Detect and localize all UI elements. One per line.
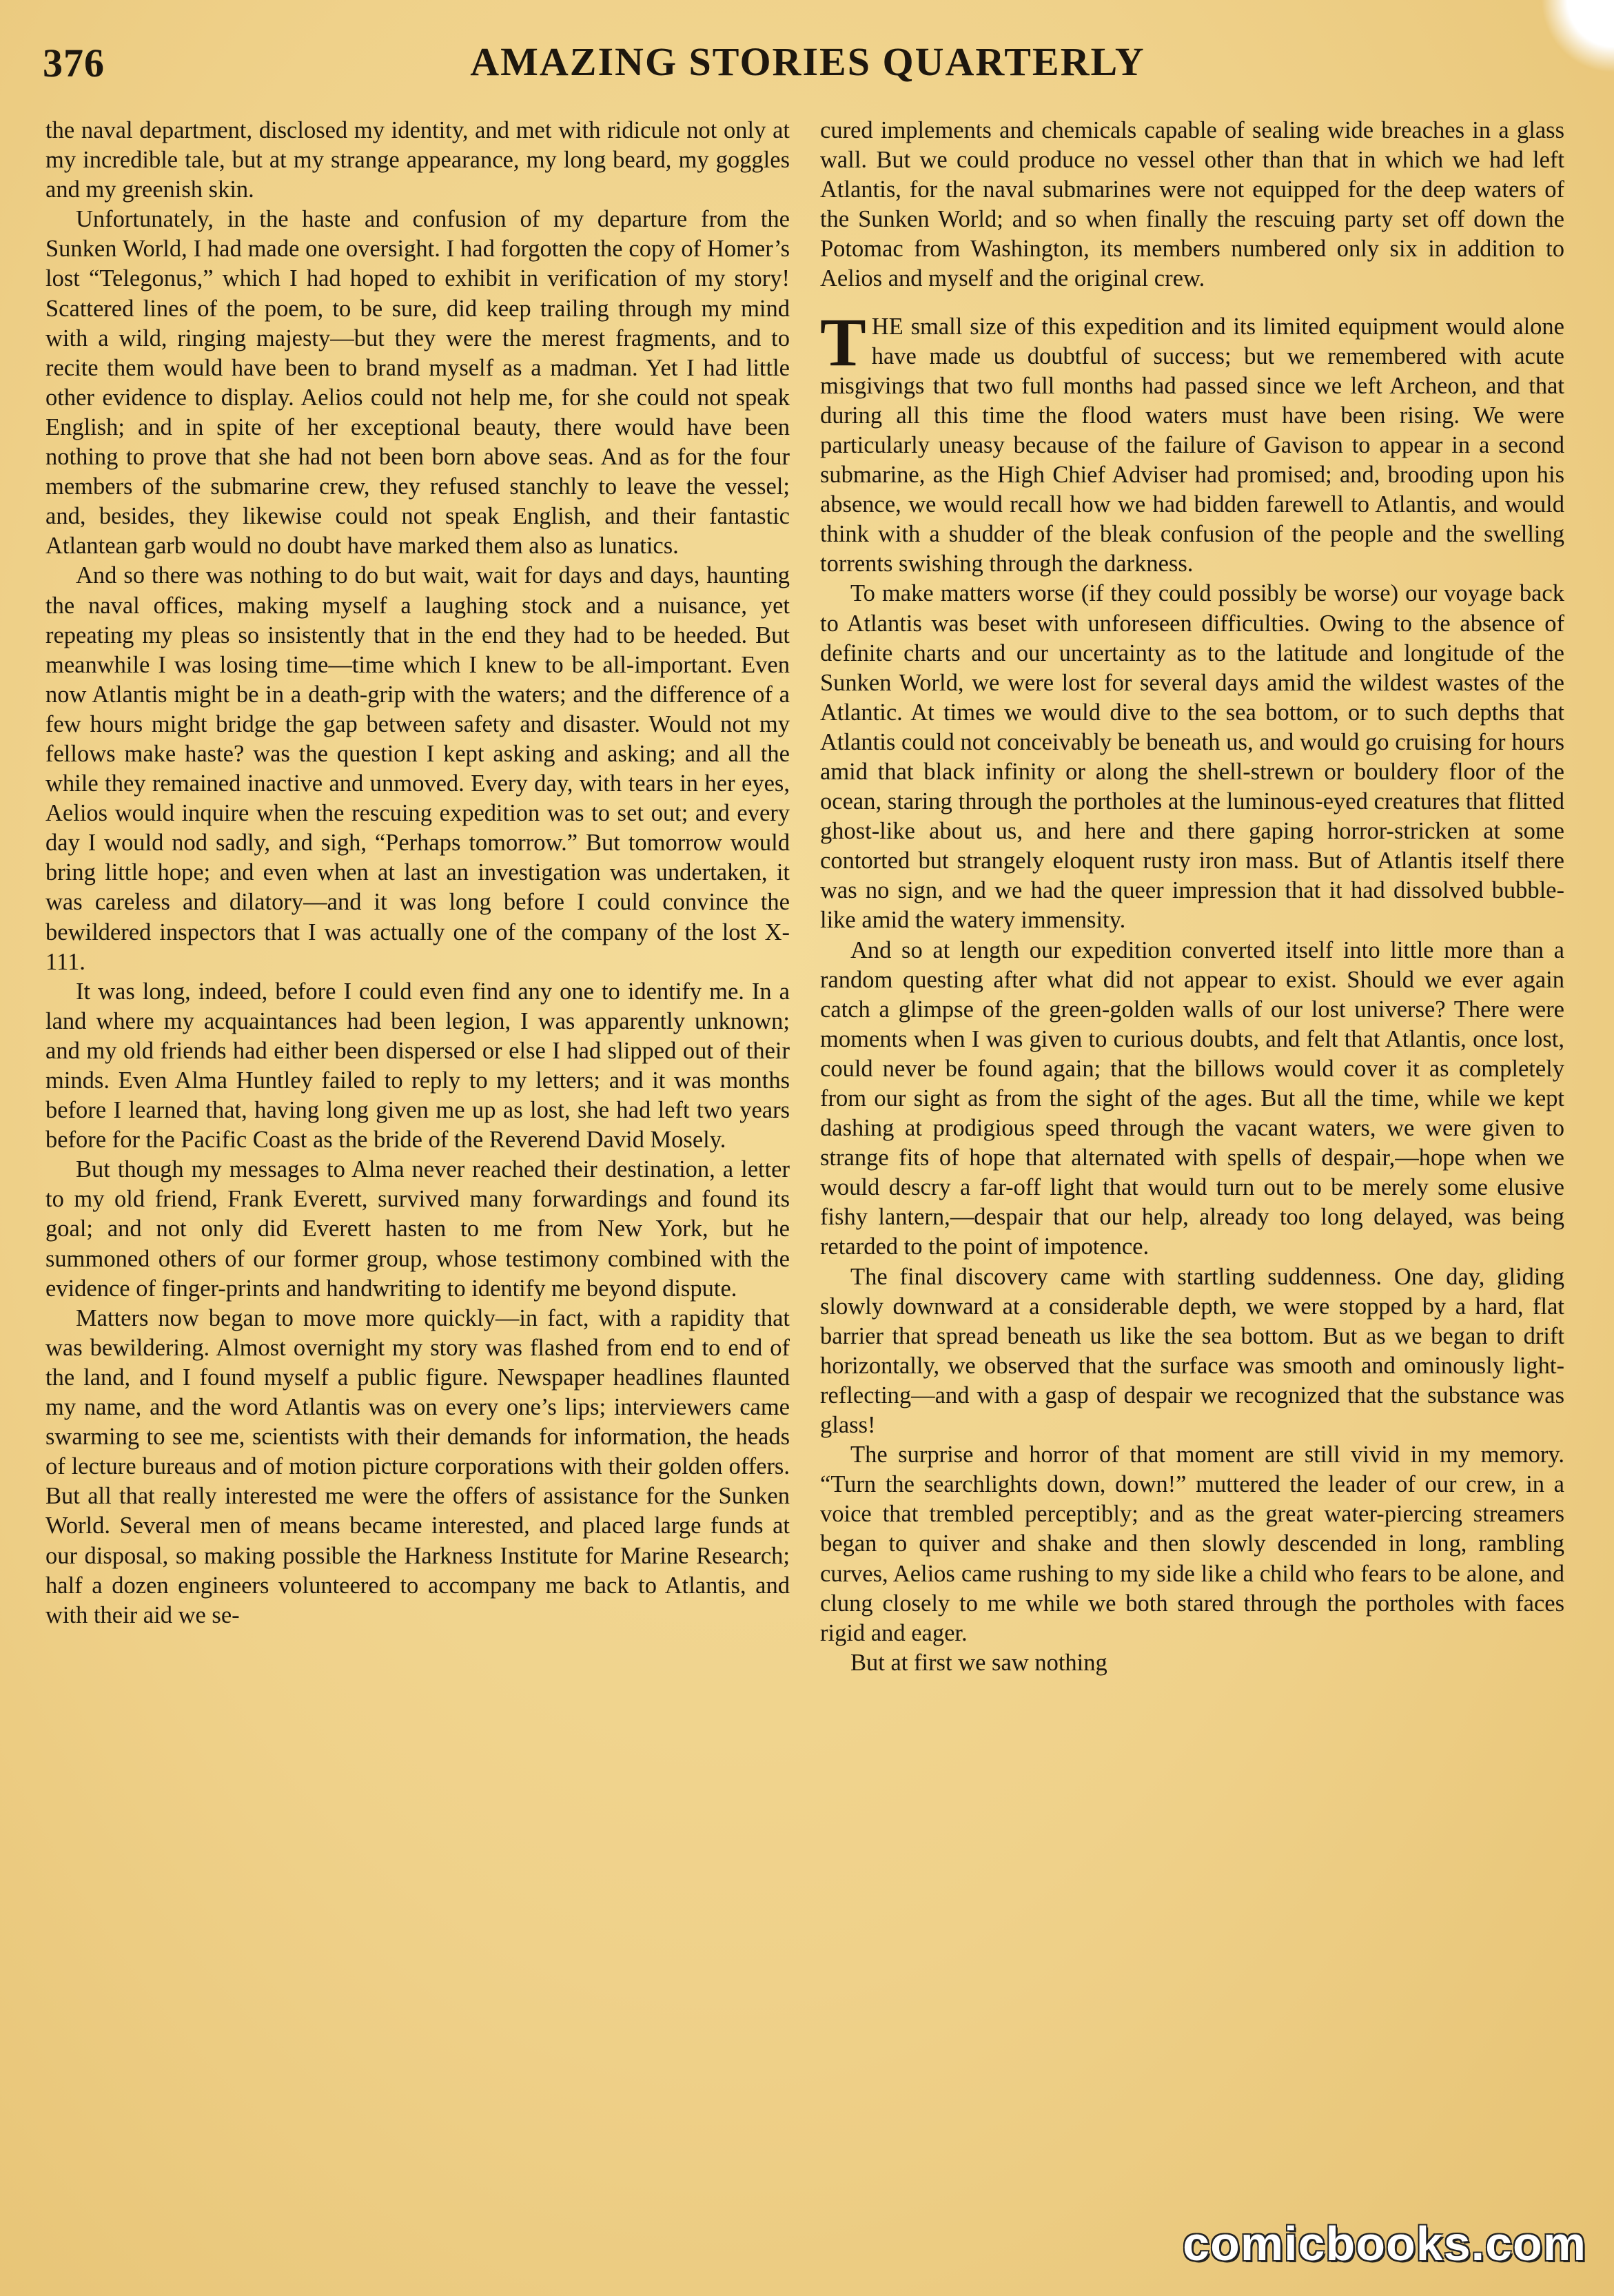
watermark-logo: comicbooks.com xyxy=(1183,2217,1586,2271)
paragraph: And so at length our expedition converted itself into little more than a random questing after what did not appear to exist. Should we ever again catch a glimpse of the green-golden walls of our lost universe? There were moments when I was given to curious doubts, and felt that Atlantis, once lost, could never be found again; that the billows would cover it as completely from our sight as from the sight of the ages. But all the time, while we kept dashing at prodigious speed through the vacant waters, we were given to strange fits of hope that alternated with spells of despair,—hope when we would descry a far-off light that would turn out to be merely some elusive fishy lantern,—despair that our help, already too long delayed, was being retarded to the point of impotence. xyxy=(820,936,1564,1260)
paragraph: And so there was nothing to do but wait, wait for days and days, haunting the naval offices, making myself a laughing stock and a nuisance, yet repeating my pleas so insistently that in the end they had to be heeded. But meanwhile I was losing time—time which I knew to be all-important. Even now Atlantis might be in a death-grip with the waters; and the difference of a few hours might bridge the gap between safety and disaster. Would not my fellows make haste? was the question I kept asking and asking; and all the while they remained inactive and unmoved. Every day, with tears in her eyes, Aelios would inquire when the rescuing expedition was to set out; and every day I would nod sadly, and sigh, “Perhaps tomorrow.” But tomorrow would bring little hope; and even when at last an investigation was undertaken, it was careless and dilatory—and it was long before I could convince the bewildered inspectors that I was actually one of the company of the lost X-111. xyxy=(45,562,790,975)
paragraph: The surprise and horror of that moment are still vivid in my memory. “Turn the searchlights down, down!” muttered the leader of our crew, in a voice that trembled perceptibly; and as the great water-piercing streamers began to quiver and shake and then slowly descended in long, rambling curves, Aelios came rushing to my side like a child who fears to be alone, and clung closely to me while we both stared through the portholes with faces rigid and eager. xyxy=(820,1442,1564,1646)
left-column xyxy=(45,116,790,1630)
section-opening-paragraph xyxy=(820,303,1564,580)
paragraph: Matters now began to move more quickly—in fact, with a rapidity that was bewildering. Almost overnight my story was flashed from end to end of the land, and I found myself a public figure. Newspaper headlines flaunted my name, and the word Atlantis was on every one’s lips; interviewers came swarming to see me, scientists with their demands for information, the heads of lecture bureaus and of motion picture corporations with their golden offers. But all that really interested me were the offers of assistance for the Sunken World. Several men of means became interested, and placed large funds at our disposal, so making possible the Harkness Institute for Marine Research; half a dozen engineers volunteered to accompany me back to Atlantis, and with their aid we se- xyxy=(45,1304,790,1628)
page-header xyxy=(43,36,1573,99)
drop-cap: T xyxy=(820,303,866,380)
paragraph: But though my messages to Alma never reached their destination, a letter to my old friend, Frank Everett, survived many forwardings and found its goal; and not only did Everett hasten to me from New York, but he summoned others of our former group, whose testimony combined with the evidence of finger-prints and handwriting to identify me beyond dispute. xyxy=(45,1156,790,1302)
paragraph: The final discovery came with startling suddenness. One day, gliding slowly downward at a considerable depth, we were stopped by a hard, flat barrier that spread beneath us like the sea bottom. But as we began to drift horizontally, we observed that the surface was smooth and ominously light-reflecting—and with a gasp of despair we recognized that the substance was glass! xyxy=(820,1263,1564,1439)
paragraph: But at first we saw nothing xyxy=(850,1649,1107,1676)
paragraph: Unfortunately, in the haste and confusion of my departure from the Sunken World, I had made one oversight. I had forgotten the copy of Homer’s lost “Telegonus,” which I had hoped to exhibit in verification of my story! Scattered lines of the poem, to be sure, did keep trailing through my mind with a wild, ringing majesty—but they were the merest fragments, and to recite them would have been to brand myself as a madman. Yet I had little other evidence to display. Aelios could not help me, for she could not speak English; and in spite of her exceptional beauty, there would have been nothing to prove that she had not been born above seas. And as for the four members of the submarine crew, they refused stanchly to leave the vessel; and, besides, they likewise could not speak English, and their fantastic Atlantean garb would no doubt have marked them also as lunatics. xyxy=(45,206,790,560)
page-number: 376 xyxy=(43,41,105,85)
right-column xyxy=(820,116,1564,1678)
section-text: HE small size of this expedition and its limited equipment would alone have made us doubtful of success; but we remembered with acute misgivings that two full months had passed since we left Archeon, and that during all this time the flood waters must have been rising. We were particularly uneasy because of the failure of Gavison to appear in a second submarine, as the High Chief Adviser had promised; and, brooding upon his absence, we would recall how we had bidden farewell to Atlantis, and would think with a shudder of the bleak confusion of the people and the swelling torrents swishing through the darkness. xyxy=(820,313,1564,577)
paragraph: cured implements and chemicals capable of sealing wide breaches in a glass wall. But we could produce no vessel other than that in which we had left Atlantis, for the naval submarines were not equipped for the deep waters of the Sunken World; and so when finally the rescuing party set off down the Potomac from Washington, its members numbered only six in addition to Aelios and myself and the original crew. xyxy=(820,117,1564,292)
paragraph: To make matters worse (if they could possibly be worse) our voyage back to Atlantis was beset with unforeseen difficulties. Owing to the absence of definite charts and our uncertainty as to the latitude and longitude of the Sunken World, we were lost for several days amid the wildest wastes of the Atlantic. At times we would dive to the sea bottom, or to such depths that Atlantis could not conceivably be beneath us, and would go cruising for hours amid that black infinity or along the shell-strewn or bouldery floor of the ocean, staring through the portholes at the luminous-eyed creatures that flitted ghost-like about us, and here and there gaping horror-stricken at some contorted but strangely eloquent rusty iron mass. But of Atlantis itself there was no sign, and we had the queer impression that it had dissolved bubble-like amid the watery immensity. xyxy=(820,580,1564,934)
paragraph: the naval department, disclosed my identity, and met with ridicule not only at my incredible tale, but at my strange appearance, my long beard, my goggles and my greenish skin. xyxy=(45,117,790,203)
running-head: AMAZING STORIES QUARTERLY xyxy=(470,39,1145,84)
paragraph: It was long, indeed, before I could even find any one to identify me. In a land where my acquaintances had been legion, I was apparently unknown; and my old friends had either been dispersed or else I had slipped out of their minds. Even Alma Huntley failed to reply to my letters; and it was months before I learned that, having long given me up as lost, she had left two years before for the Pacific Coast as the bride of the Reverend David Mosely. xyxy=(45,978,790,1154)
